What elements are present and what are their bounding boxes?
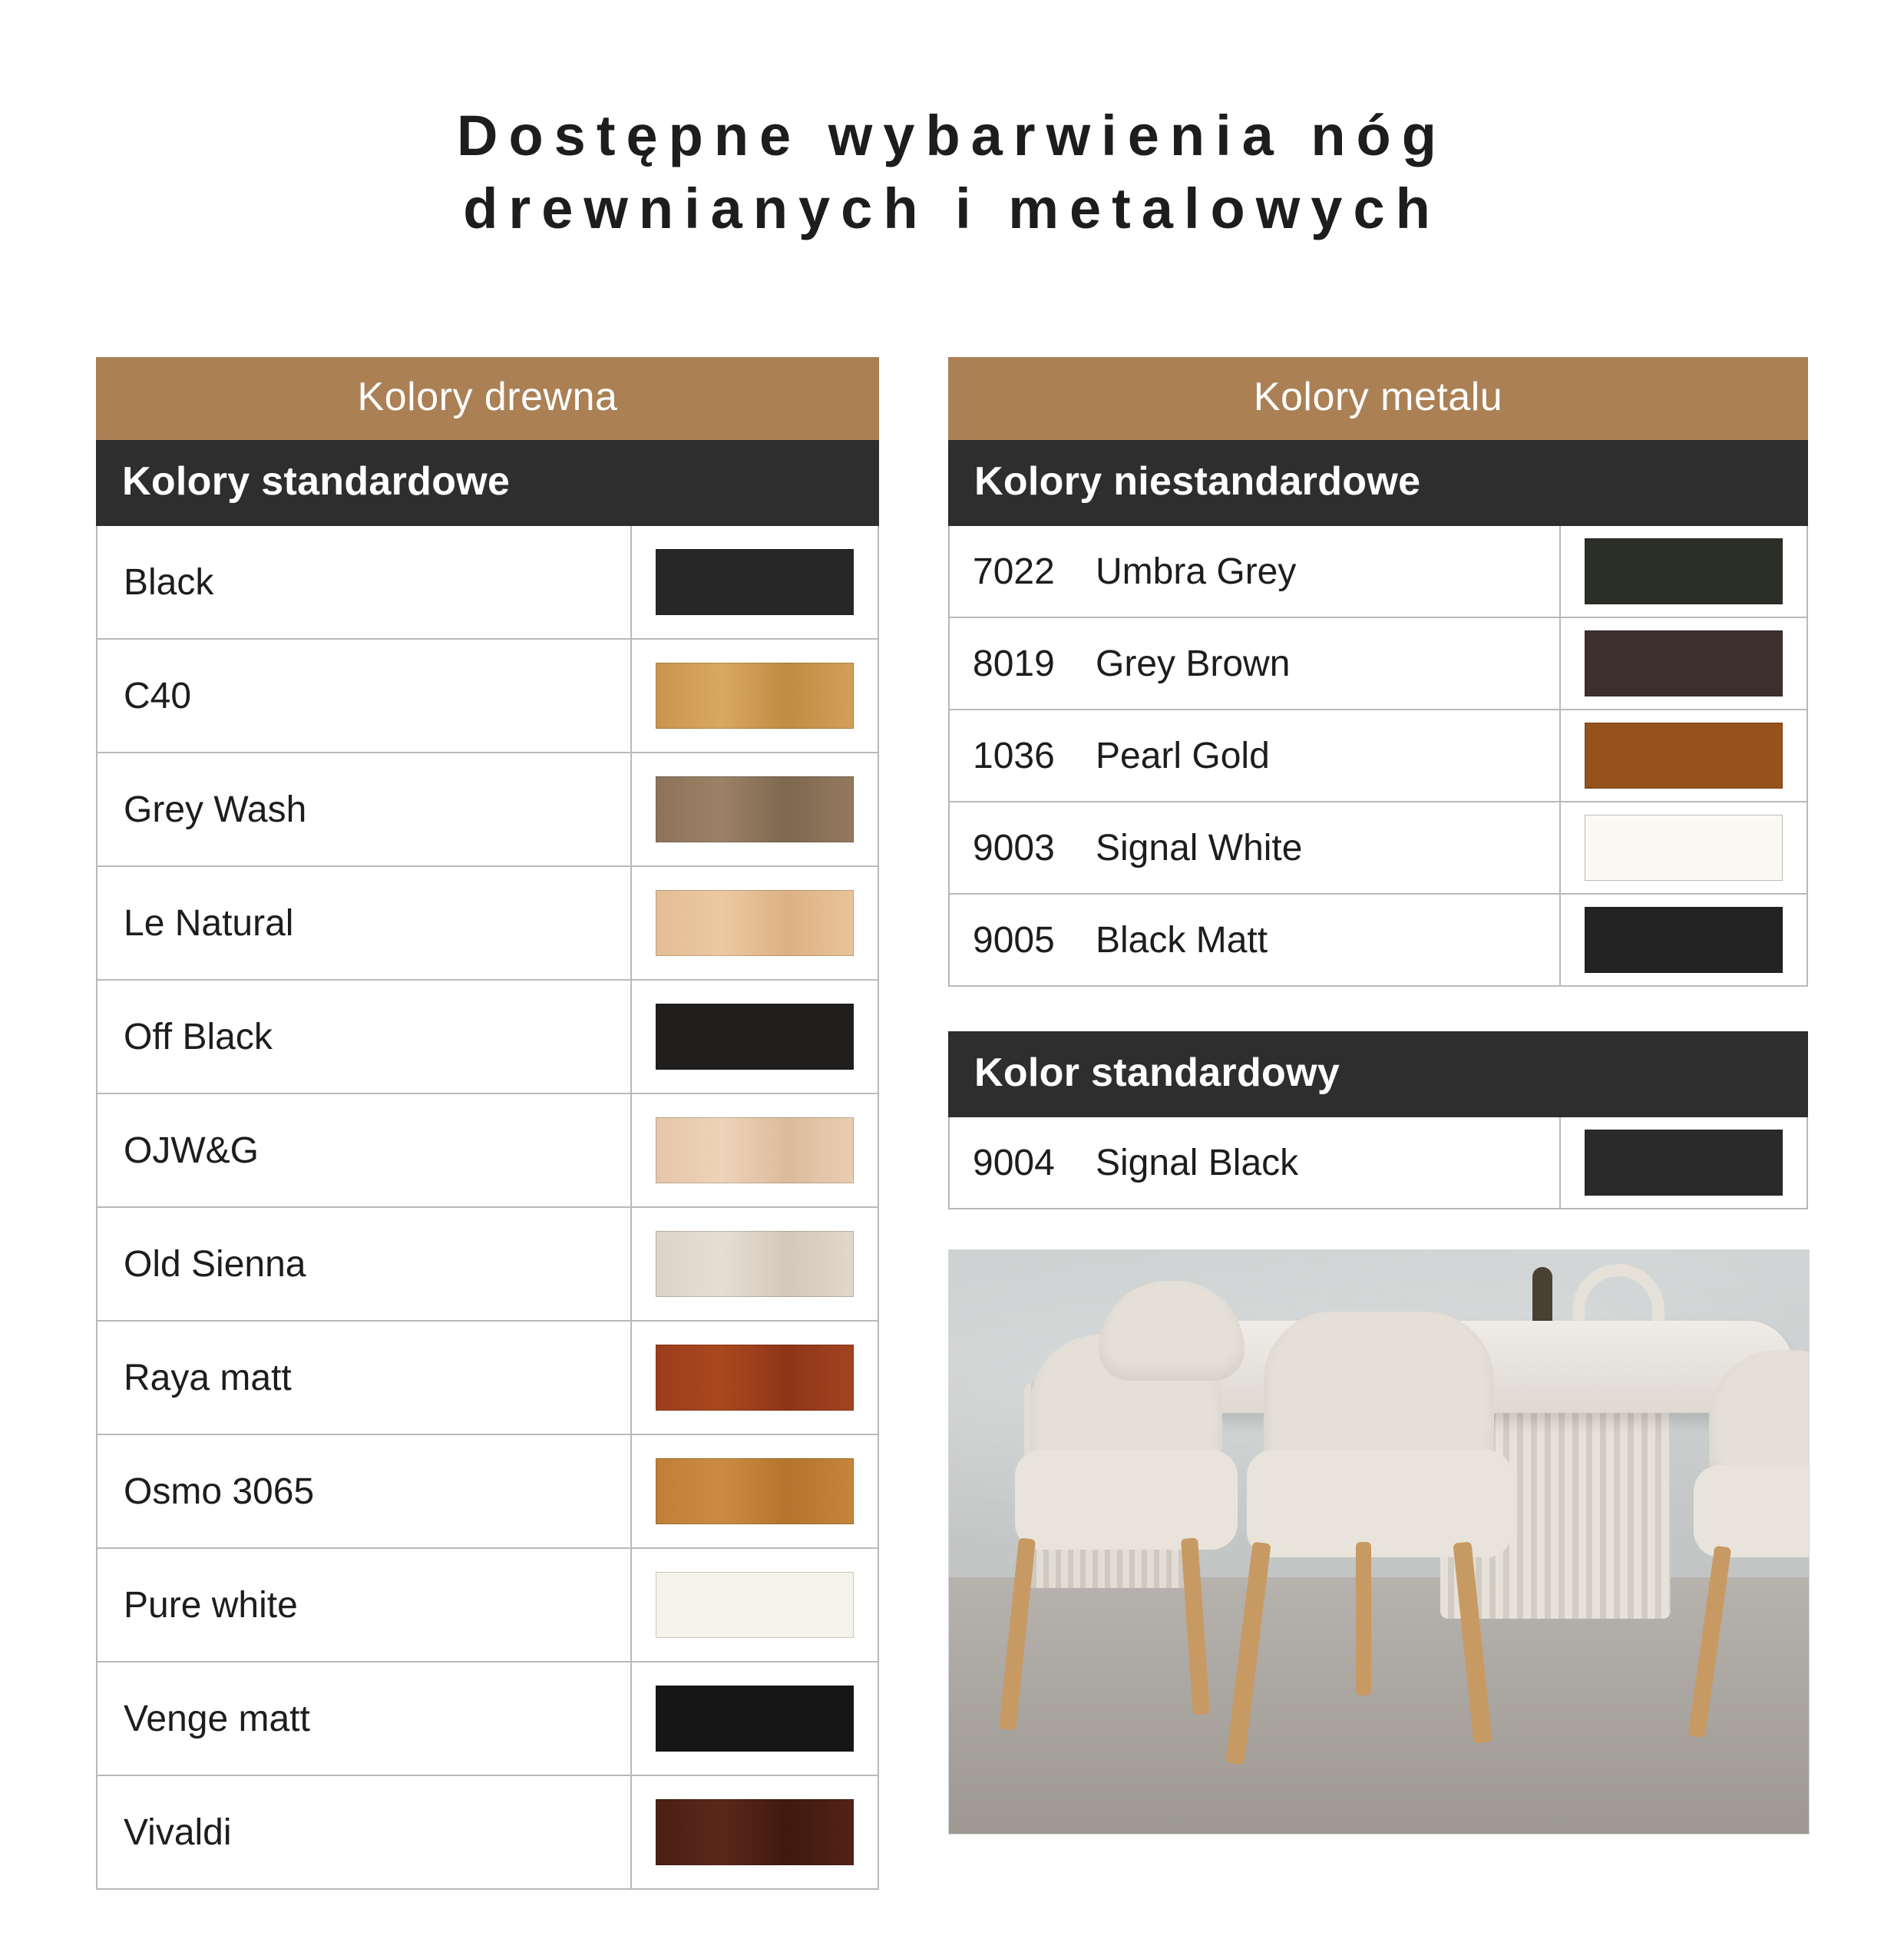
chair-leg	[1453, 1541, 1492, 1743]
wood-sub-header: Kolory standardowe	[96, 440, 879, 526]
metal-colors-column	[948, 357, 1808, 1890]
color-swatch	[656, 549, 854, 615]
metal-color-name: Signal White	[1096, 827, 1303, 868]
metal-color-name: Black Matt	[1096, 919, 1268, 961]
wood-color-name: Raya matt	[98, 1322, 632, 1434]
metal-color-name: Pearl Gold	[1096, 735, 1270, 776]
chair-leg	[999, 1538, 1036, 1731]
table-row	[98, 1322, 878, 1435]
color-swatch	[656, 1458, 854, 1524]
page-title	[0, 0, 1904, 245]
metal-color-name: Signal Black	[1096, 1142, 1299, 1183]
chair-center	[1233, 1312, 1525, 1757]
chair-leg	[1181, 1538, 1210, 1715]
wood-swatch-cell	[632, 1322, 878, 1434]
table-row	[950, 618, 1806, 710]
metal-standard-sub-header: Kolor standardowy	[948, 1031, 1808, 1117]
metal-color-label	[950, 618, 1561, 709]
wood-color-name: Le Natural	[98, 867, 632, 979]
chair-leg	[1688, 1546, 1732, 1739]
color-swatch	[656, 663, 854, 729]
color-swatch	[656, 1117, 854, 1183]
wood-color-name: Grey Wash	[98, 753, 632, 865]
title-line-2: drewnianych i metalowych	[463, 176, 1441, 240]
color-swatch	[1585, 815, 1783, 881]
metal-color-label	[950, 1117, 1561, 1208]
color-swatch	[1585, 1130, 1783, 1196]
wood-swatch-cell	[632, 981, 878, 1093]
metal-color-code: 7022	[973, 551, 1055, 592]
metal-color-code: 1036	[973, 735, 1055, 776]
metal-custom-rows	[948, 526, 1808, 987]
color-swatch	[656, 776, 854, 842]
color-swatch	[656, 1345, 854, 1411]
tables-container	[0, 357, 1904, 1890]
wood-color-name: Pure white	[98, 1549, 632, 1661]
metal-swatch-cell	[1561, 1117, 1806, 1208]
table-row	[98, 1435, 878, 1549]
chair-seat	[1015, 1450, 1238, 1550]
wood-swatch-cell	[632, 1549, 878, 1661]
chair-backrest	[1099, 1281, 1245, 1381]
metal-swatch-cell	[1561, 802, 1806, 893]
wood-swatch-cell	[632, 1776, 878, 1888]
table-row	[98, 526, 878, 640]
wood-swatch-cell	[632, 753, 878, 865]
wood-color-name: Osmo 3065	[98, 1435, 632, 1547]
wood-colors-table	[96, 357, 879, 1890]
color-swatch	[1585, 723, 1783, 789]
metal-color-label	[950, 802, 1561, 893]
dining-room-photo	[948, 1249, 1810, 1835]
color-swatch	[656, 1231, 854, 1297]
table-row	[98, 1549, 878, 1663]
metal-swatch-cell	[1561, 618, 1806, 709]
color-swatch	[1585, 907, 1783, 973]
wood-swatch-cell	[632, 1208, 878, 1320]
metal-swatch-cell	[1561, 895, 1806, 985]
wood-swatch-cell	[632, 1435, 878, 1547]
chair-leg	[1225, 1542, 1271, 1765]
table-row	[98, 867, 878, 981]
metal-color-code: 9004	[973, 1142, 1055, 1183]
wood-color-name: OJW&G	[98, 1094, 632, 1206]
wood-swatch-cell	[632, 867, 878, 979]
metal-color-code: 9005	[973, 919, 1055, 961]
color-swatch	[656, 1004, 854, 1070]
table-row	[950, 1117, 1806, 1208]
metal-swatch-cell	[1561, 526, 1806, 617]
wood-color-name: Black	[98, 526, 632, 638]
chair-right	[1686, 1350, 1810, 1734]
wood-swatch-cell	[632, 1094, 878, 1206]
table-row	[98, 1208, 878, 1322]
metal-color-code: 9003	[973, 827, 1055, 868]
metal-color-name: Grey Brown	[1096, 643, 1291, 684]
metal-custom-sub-header: Kolory niestandardowe	[948, 440, 1808, 526]
table-row	[98, 753, 878, 867]
wood-color-name: Venge matt	[98, 1663, 632, 1775]
metal-color-label	[950, 710, 1561, 801]
wood-swatch-cell	[632, 640, 878, 752]
metal-color-name: Umbra Grey	[1096, 551, 1297, 592]
color-swatch	[1585, 538, 1783, 604]
metal-colors-table	[948, 357, 1808, 987]
color-swatch	[656, 1572, 854, 1638]
color-swatch	[656, 1686, 854, 1752]
wood-category-header: Kolory drewna	[96, 357, 879, 440]
wood-swatch-cell	[632, 1663, 878, 1775]
table-row	[950, 802, 1806, 895]
metal-category-header: Kolory metalu	[948, 357, 1808, 440]
table-row	[98, 640, 878, 753]
wood-swatch-cell	[632, 526, 878, 638]
table-row	[98, 1094, 878, 1208]
wood-color-name: Off Black	[98, 981, 632, 1093]
chair-back	[1099, 1281, 1252, 1434]
metal-swatch-cell	[1561, 710, 1806, 801]
table-row	[98, 1663, 878, 1776]
metal-standard-table	[948, 1031, 1808, 1209]
table-row	[950, 895, 1806, 985]
wood-color-name: Vivaldi	[98, 1776, 632, 1888]
chair-leg	[1356, 1542, 1371, 1696]
metal-color-code: 8019	[973, 643, 1055, 684]
title-line-1: Dostępne wybarwienia nóg	[457, 104, 1447, 167]
wood-color-name: Old Sienna	[98, 1208, 632, 1320]
metal-standard-rows	[948, 1117, 1808, 1209]
table-spacer	[948, 987, 1808, 1031]
table-row	[98, 981, 878, 1094]
wood-color-name: C40	[98, 640, 632, 752]
color-swatch	[1585, 630, 1783, 696]
metal-color-label	[950, 526, 1561, 617]
wood-rows	[96, 526, 879, 1890]
chair-seat	[1247, 1450, 1512, 1557]
table-row	[950, 526, 1806, 618]
chair-seat	[1694, 1465, 1810, 1557]
color-swatch	[656, 890, 854, 956]
table-row	[98, 1776, 878, 1888]
color-swatch	[656, 1799, 854, 1865]
table-row	[950, 710, 1806, 802]
metal-color-label	[950, 895, 1561, 985]
